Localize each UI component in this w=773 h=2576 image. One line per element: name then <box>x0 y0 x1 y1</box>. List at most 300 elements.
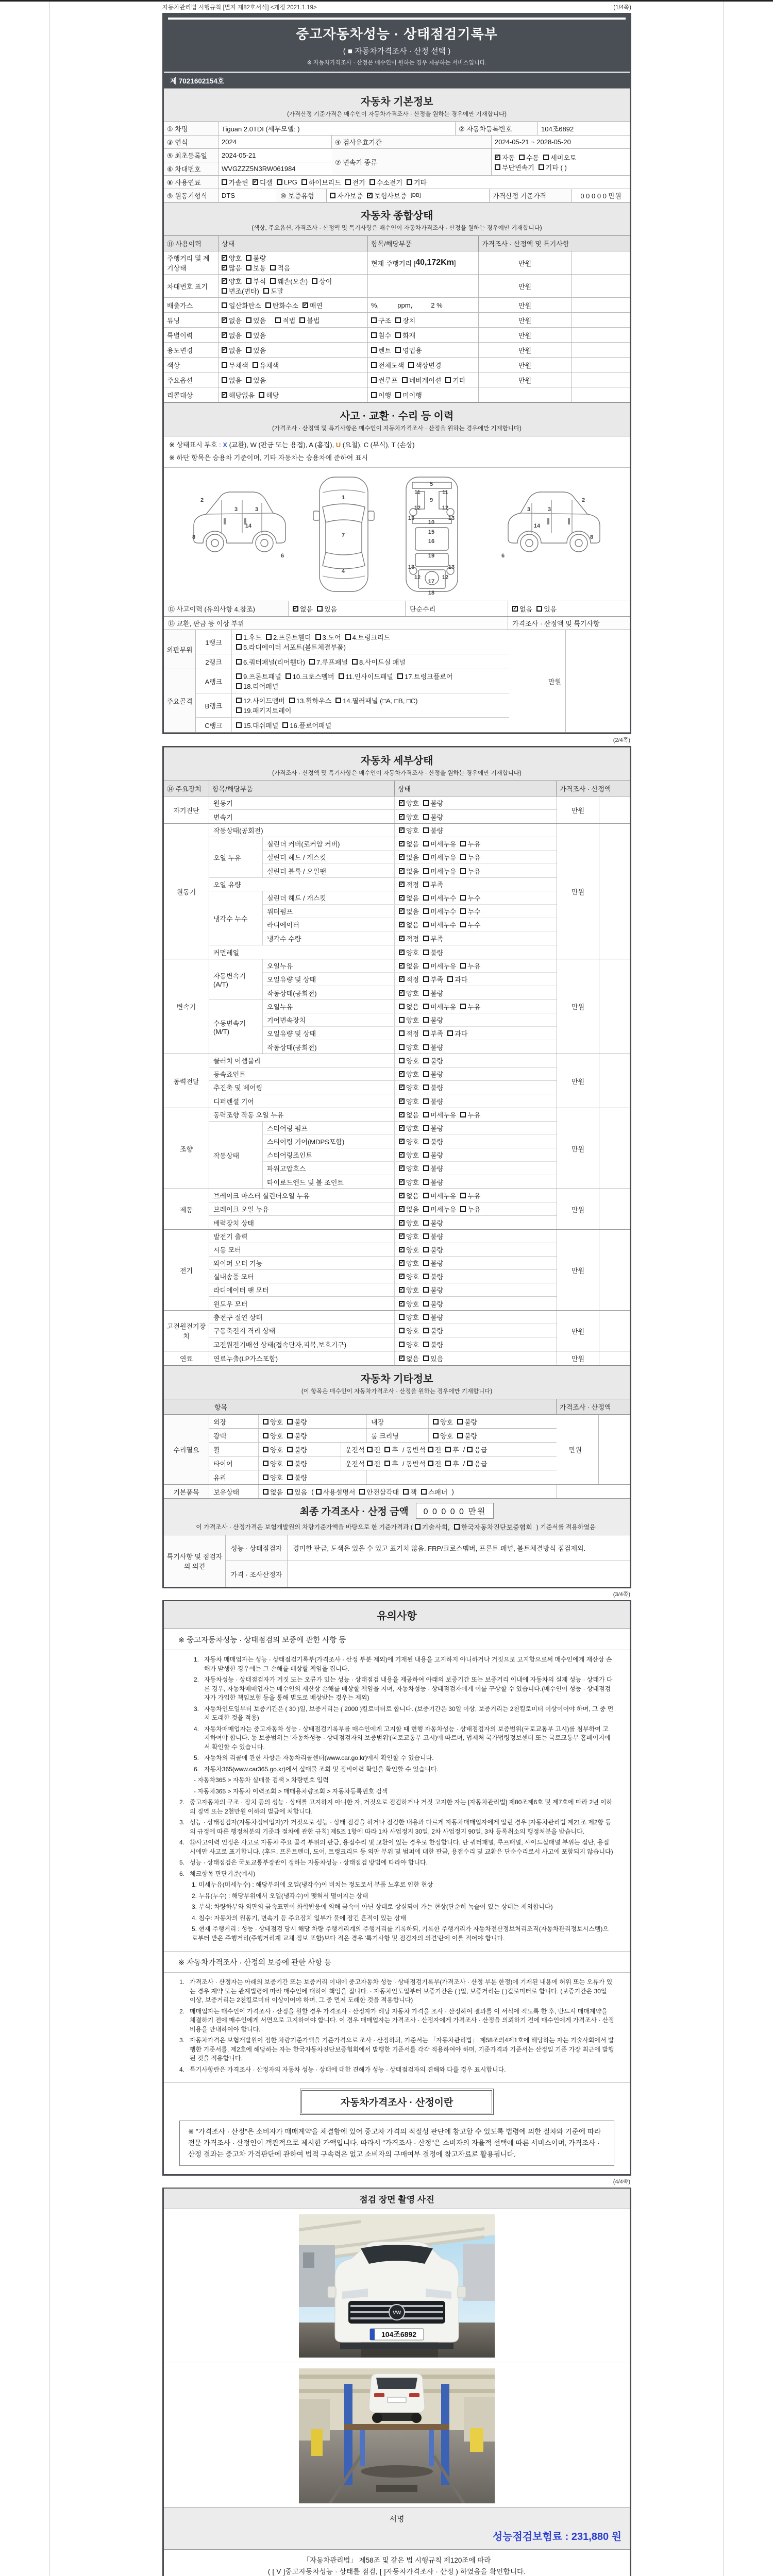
checkbox-불량[interactable] <box>423 1233 429 1239</box>
checkbox-양호[interactable] <box>399 1017 405 1023</box>
checkbox-없음[interactable] <box>399 1355 405 1361</box>
checkbox-없음[interactable] <box>399 963 405 969</box>
checkbox-불량[interactable] <box>287 1447 293 1452</box>
checkbox-상이[interactable] <box>312 278 317 284</box>
checkbox-양호[interactable] <box>399 1058 405 1063</box>
checkbox-장치[interactable] <box>395 317 401 323</box>
checkbox-label: 적음 <box>277 264 291 272</box>
checkbox-가솔린[interactable] <box>222 179 227 185</box>
text-token: 이 가격조사 · 산정가격은 보험개발원의 차량기준가액을 바탕으로 한 기준가격과 ( <box>196 1523 413 1531</box>
detail-group-price: 만원 <box>557 1108 599 1189</box>
checkbox-없음[interactable] <box>399 895 405 901</box>
checkbox-응급[interactable] <box>467 1461 473 1466</box>
checkbox-매연[interactable] <box>303 302 308 308</box>
detail-item-state <box>395 1351 557 1365</box>
checkbox-누유[interactable] <box>460 868 466 874</box>
checkbox-해당없음[interactable] <box>222 392 227 398</box>
checkbox-누유[interactable] <box>460 1004 466 1009</box>
checkbox-있음[interactable] <box>287 1489 293 1495</box>
checkbox-양호[interactable] <box>399 1044 405 1050</box>
checkbox-없음[interactable] <box>222 317 227 323</box>
detail-item-label: 원동기 <box>209 796 395 809</box>
checkbox-훼손(오손)[interactable] <box>270 278 276 284</box>
checkbox-item <box>399 1340 419 1349</box>
detail-item-label: 실내송풍 모터 <box>209 1270 395 1283</box>
detail-subitem-state <box>395 1148 557 1161</box>
checkbox-양호[interactable] <box>263 1461 268 1466</box>
checkbox-불량[interactable] <box>423 1139 429 1144</box>
comp-row <box>164 313 630 328</box>
checkbox-적법[interactable] <box>275 317 281 323</box>
checkbox-양호[interactable] <box>399 1220 405 1226</box>
checkbox-양호[interactable] <box>263 1475 268 1480</box>
checkbox-item <box>423 1353 443 1363</box>
checkbox-불량[interactable] <box>423 1125 429 1131</box>
checkbox-있음[interactable] <box>317 606 323 612</box>
checkbox-양호[interactable] <box>263 1447 268 1452</box>
gap <box>283 360 288 370</box>
checkbox-렌트[interactable] <box>371 347 377 353</box>
checkbox-없음[interactable] <box>293 606 298 612</box>
checkbox-2.프론트휀더[interactable] <box>266 634 272 640</box>
checkbox-8.사이드실 패널[interactable] <box>352 659 358 665</box>
rank-items <box>232 630 509 654</box>
checkbox-구조[interactable] <box>371 317 377 323</box>
checkbox-불량[interactable] <box>423 1071 429 1077</box>
checkbox-적정[interactable] <box>399 936 405 941</box>
checkbox-불량[interactable] <box>423 1152 429 1158</box>
checkbox-양호[interactable] <box>399 1139 405 1144</box>
checkbox-label: 전체도색 <box>378 361 405 369</box>
checkbox-item <box>399 906 419 916</box>
checkbox-6.쿼터패널(리어휀다)[interactable] <box>236 659 242 665</box>
checkbox-양호[interactable] <box>399 1274 405 1279</box>
checkbox-label: 미세누유 <box>430 1003 457 1011</box>
checkbox-도말[interactable] <box>263 288 269 294</box>
checkbox-불량[interactable] <box>423 1247 429 1252</box>
checkbox-사용설명서[interactable] <box>316 1489 322 1495</box>
checkbox-양호[interactable] <box>399 1233 405 1239</box>
checkbox-있음[interactable] <box>536 606 542 612</box>
checkbox-있음[interactable] <box>246 347 251 353</box>
checkbox-전기[interactable] <box>345 179 351 185</box>
checkbox-누유[interactable] <box>460 963 466 969</box>
checkbox-탄화수소[interactable] <box>265 302 271 308</box>
checkbox-label: 불량 <box>253 255 266 262</box>
checkbox-네비게이션[interactable] <box>402 377 408 383</box>
checkbox-적정[interactable] <box>399 1030 405 1036</box>
checkbox-item <box>423 1110 456 1120</box>
checkbox-label: 없음 <box>406 854 419 861</box>
checkbox-15.대쉬패널[interactable] <box>236 722 242 728</box>
checkbox-불량[interactable] <box>246 255 251 261</box>
checkbox-이행[interactable] <box>371 392 377 398</box>
detail-item-label: 작동상태(공회전) <box>209 824 395 837</box>
detail-subitem-label: 스티어링 기어(MDPS포함) <box>263 1135 395 1148</box>
checkbox-없음[interactable] <box>399 1004 405 1009</box>
checkbox-양호[interactable] <box>433 1419 439 1425</box>
checkbox-적정[interactable] <box>399 882 405 887</box>
checkbox-없음[interactable] <box>399 854 405 860</box>
checkbox-화재[interactable] <box>395 332 401 338</box>
detail-item-state <box>395 1216 557 1229</box>
repair-item-label-2: 룸 크리닝 <box>367 1429 429 1442</box>
checkbox-불량[interactable] <box>423 814 429 820</box>
checkbox-미세누유[interactable] <box>423 1004 429 1009</box>
checkbox-전체도색[interactable] <box>371 362 377 368</box>
checkbox-없음[interactable] <box>399 1193 405 1198</box>
checkbox-19.패키지트레이[interactable] <box>236 707 242 713</box>
checkbox-미세누유[interactable] <box>423 841 429 846</box>
checkbox-불량[interactable] <box>423 1220 429 1226</box>
rank-name: 1랭크 <box>196 630 232 654</box>
detail-group <box>164 1054 630 1108</box>
checkbox-불량[interactable] <box>423 1017 429 1023</box>
detail-group-name: 변속기 <box>164 959 209 1054</box>
checkbox-누유[interactable] <box>460 1193 466 1198</box>
checkbox-부족[interactable] <box>423 1030 429 1036</box>
checkbox-있음[interactable] <box>246 377 251 383</box>
checkbox-양호[interactable] <box>399 1084 405 1090</box>
checkbox-7.루프패널[interactable] <box>309 659 315 665</box>
checkbox-5.라디에이터 서포트(볼트체결부품)[interactable] <box>236 644 242 650</box>
checkbox-불량[interactable] <box>423 1342 429 1347</box>
detail-subrow <box>263 918 557 931</box>
checkbox-미세누유[interactable] <box>423 1193 429 1198</box>
checkbox-후[interactable] <box>445 1447 451 1452</box>
checkbox-양호[interactable] <box>399 1287 405 1293</box>
checkbox-label: 있음 <box>430 1354 444 1363</box>
checkbox-유채색[interactable] <box>253 362 258 368</box>
notice-item-text: 성능 · 상태점검은 국토교통부장관이 정하는 자동차성능 · 상태점검 방법에 따라야 합니다. <box>190 1859 428 1866</box>
checkbox-양호[interactable] <box>399 1152 405 1158</box>
detail-item-state <box>395 1202 557 1215</box>
panel-number: 8 <box>192 534 196 540</box>
detail-group-rows <box>209 796 557 823</box>
checkbox-썬루프[interactable] <box>371 377 377 383</box>
checkbox-item <box>423 1191 456 1200</box>
rank-line <box>236 681 505 691</box>
checkbox-스패너[interactable] <box>421 1489 427 1495</box>
checkbox-부식[interactable] <box>246 278 251 284</box>
notice-item <box>179 1858 614 1868</box>
checkbox-11.인사이드패널[interactable] <box>339 673 344 679</box>
inspection-photo-front <box>299 2214 495 2358</box>
checkbox-양호[interactable] <box>399 814 405 820</box>
notice-item-number: 1. <box>194 1656 199 1663</box>
checkbox-item <box>395 330 415 340</box>
checkbox-있음[interactable] <box>246 332 251 338</box>
checkbox-label: 없음 <box>406 840 419 848</box>
notice-item-text: 성능 · 상태점검자(자동차정비업자)가 거짓으로 성능 · 상태 점검을 하거나 점검한 내용과 다르게 자동차매매업자에게 알린 경우 [자동차관리법 제21조 제2항 등의 규정에 따른 행정처분의 기준과 절차에 관한 규칙] 제5조 1항에 따라 1차 사업정지 30일, 2차 사업정지 90일, 3차 등록취소의 행정처분을 받습니다. <box>190 1819 612 1835</box>
checkbox-부족[interactable] <box>423 936 429 941</box>
detail-row <box>209 1108 557 1122</box>
doc-number: 제 7021602154호 <box>164 72 630 88</box>
checkbox-잭[interactable] <box>403 1489 409 1495</box>
checkbox-보통[interactable] <box>246 265 251 270</box>
checkbox-자가보증[interactable] <box>330 193 335 198</box>
checkbox-양호[interactable] <box>399 1098 405 1104</box>
checkbox-18.리어패널[interactable] <box>236 683 242 689</box>
warranty-options <box>327 189 490 202</box>
checkbox-미세누수[interactable] <box>423 895 429 901</box>
checkbox-무채색[interactable] <box>222 362 227 368</box>
checkbox-미세누수[interactable] <box>423 922 429 927</box>
checkbox-없음[interactable] <box>399 841 405 846</box>
detail-item-label: 변속기 <box>209 810 395 823</box>
checkbox-불량[interactable] <box>423 1274 429 1279</box>
checkbox-item <box>371 315 391 325</box>
checkbox-없음[interactable] <box>512 606 518 612</box>
checkbox-없음[interactable] <box>399 922 405 927</box>
checkbox-기타[interactable] <box>445 377 451 383</box>
checkbox-일산화탄소[interactable] <box>222 302 227 308</box>
checkbox-세미오토[interactable] <box>543 155 549 160</box>
checkbox-미세누유[interactable] <box>423 963 429 969</box>
doc-service-note: ※ 자동차가격조사 · 산정은 매수인이 원하는 경우 제공하는 서비스입니다. <box>307 60 487 66</box>
checkbox-불량[interactable] <box>287 1461 293 1466</box>
state-line <box>222 315 329 325</box>
checkbox-불량[interactable] <box>287 1433 293 1438</box>
checkbox-적정[interactable] <box>399 976 405 982</box>
opinion-row <box>164 1561 630 1587</box>
panel-number: 3 <box>255 506 259 513</box>
checkbox-불량[interactable] <box>423 1287 429 1293</box>
checkbox-누수[interactable] <box>460 922 466 927</box>
checkbox-item <box>399 934 419 943</box>
checkbox-누유[interactable] <box>460 1206 466 1212</box>
checkbox-영업용[interactable] <box>395 347 401 353</box>
checkbox-불량[interactable] <box>423 1165 429 1171</box>
checkbox-4.트렁크리드[interactable] <box>345 634 351 640</box>
checkbox-양호[interactable] <box>263 1433 268 1438</box>
checkbox-17.트렁크플로어[interactable] <box>397 673 403 679</box>
checkbox-누유[interactable] <box>460 854 466 860</box>
checkbox-미세누유[interactable] <box>423 1112 429 1117</box>
checkbox-무단변속기[interactable] <box>495 164 500 170</box>
checkbox-색상변경[interactable] <box>408 362 414 368</box>
checkbox-item <box>303 300 323 310</box>
checkbox-누유[interactable] <box>460 1112 466 1117</box>
checkbox-전[interactable] <box>367 1447 373 1452</box>
checkbox-없음[interactable] <box>399 1206 405 1212</box>
checkbox-양호[interactable] <box>399 827 405 833</box>
checkbox-후[interactable] <box>384 1447 390 1452</box>
checkbox-과다[interactable] <box>447 976 453 982</box>
checkbox-미세누유[interactable] <box>423 868 429 874</box>
checkbox-없음[interactable] <box>399 1112 405 1117</box>
checkbox-불량[interactable] <box>423 1098 429 1104</box>
detail-item-state <box>395 1189 557 1202</box>
checkbox-양호[interactable] <box>433 1433 439 1438</box>
checkbox-전[interactable] <box>428 1447 433 1452</box>
checkbox-누수[interactable] <box>460 908 466 914</box>
checkbox-label: 없음 <box>406 908 419 916</box>
checkbox-LPG[interactable] <box>277 179 282 185</box>
checkbox-양호[interactable] <box>399 1071 405 1077</box>
checkbox-후[interactable] <box>384 1461 390 1466</box>
checkbox-없음[interactable] <box>399 908 405 914</box>
checkbox-label: 없음 <box>406 1206 419 1213</box>
checkbox-label: 8.사이드실 패널 <box>359 658 406 666</box>
checkbox-양호[interactable] <box>399 1179 405 1185</box>
checkbox-불량[interactable] <box>457 1419 463 1425</box>
checkbox-누유[interactable] <box>460 841 466 846</box>
checkbox-있음[interactable] <box>246 317 251 323</box>
checkbox-안전삼각대[interactable] <box>359 1489 365 1495</box>
checkbox-수동[interactable] <box>519 155 525 160</box>
checkbox-불량[interactable] <box>287 1475 293 1480</box>
checkbox-불량[interactable] <box>423 1328 429 1333</box>
checkbox-item <box>423 1028 443 1038</box>
checkbox-item <box>433 1431 453 1440</box>
panel-number: 18 <box>428 590 435 596</box>
checkbox-불량[interactable] <box>423 800 429 806</box>
checkbox-13.휠하우스[interactable] <box>289 698 295 703</box>
checkbox-양호[interactable] <box>399 1301 405 1307</box>
checkbox-불량[interactable] <box>457 1433 463 1438</box>
checkbox-없음[interactable] <box>263 1489 268 1495</box>
checkbox-기타 ( )[interactable] <box>539 164 544 170</box>
checkbox-label: 누유 <box>467 840 481 848</box>
checkbox-양호[interactable] <box>263 1419 268 1425</box>
checkbox-label: 양호 <box>406 1178 419 1187</box>
checkbox-디젤[interactable] <box>253 179 258 185</box>
checkbox-양호[interactable] <box>399 1260 405 1266</box>
checkbox-과다[interactable] <box>447 1030 453 1036</box>
checkbox-양호[interactable] <box>399 1342 405 1347</box>
checkbox-양호[interactable] <box>222 278 227 284</box>
checkbox-16.플로어패널[interactable] <box>282 722 288 728</box>
checkbox-9.프론트패널[interactable] <box>236 673 242 679</box>
checkbox-불법[interactable] <box>299 317 305 323</box>
detail-subitem-state <box>395 905 557 918</box>
checkbox-item <box>423 1002 456 1011</box>
checkbox-3.도어[interactable] <box>315 634 321 640</box>
checkbox-불량[interactable] <box>423 1084 429 1090</box>
checkbox-item <box>399 1191 419 1200</box>
rank-row <box>196 669 509 693</box>
checkbox-수소전기[interactable] <box>369 179 375 185</box>
checkbox-불량[interactable] <box>423 990 429 996</box>
checkbox-전[interactable] <box>428 1461 433 1466</box>
checkbox-기술사회,[interactable] <box>415 1524 421 1530</box>
detail-group <box>164 796 630 824</box>
checkbox-없음[interactable] <box>222 377 227 383</box>
checkbox-자동[interactable] <box>495 155 500 160</box>
checkbox-양호[interactable] <box>399 800 405 806</box>
checkbox-양호[interactable] <box>399 1125 405 1131</box>
checkbox-label: 기타 <box>452 376 466 384</box>
checkbox-item <box>263 1459 283 1468</box>
checkbox-불량[interactable] <box>423 1260 429 1266</box>
checkbox-양호[interactable] <box>399 1314 405 1320</box>
checkbox-미세누유[interactable] <box>423 1206 429 1212</box>
checkbox-양호[interactable] <box>399 1247 405 1252</box>
checkbox-item <box>460 852 480 862</box>
checkbox-1.후드[interactable] <box>236 634 242 640</box>
checkbox-적음[interactable] <box>270 265 276 270</box>
checkbox-불량[interactable] <box>423 1044 429 1050</box>
rank-name: A랭크 <box>196 669 232 693</box>
checkbox-불량[interactable] <box>423 1314 429 1320</box>
panel-number: 1 <box>341 495 345 501</box>
checkbox-기타[interactable] <box>407 179 412 185</box>
rank-line <box>236 657 505 667</box>
checkbox-item <box>287 1431 307 1440</box>
checkbox-많음[interactable] <box>222 265 227 270</box>
checkbox-item <box>399 1163 419 1173</box>
checkbox-label: 부족 <box>430 881 444 889</box>
checkbox-누수[interactable] <box>460 895 466 901</box>
checkbox-불량[interactable] <box>423 1058 429 1063</box>
checkbox-없음[interactable] <box>399 868 405 874</box>
basic-items-name: 기본품목 <box>164 1485 209 1498</box>
checkbox-하이브리드[interactable] <box>301 179 307 185</box>
checkbox-없음[interactable] <box>222 332 227 338</box>
comp-row-label: 특별이력 <box>164 328 219 342</box>
checkbox-양호[interactable] <box>399 1165 405 1171</box>
checkbox-label: 누유 <box>467 867 481 875</box>
checkbox-item <box>423 1042 443 1052</box>
checkbox-12.사이드멤버[interactable] <box>236 698 242 703</box>
checkbox-14.필러패널 (□A, □B, □C)[interactable] <box>335 698 341 703</box>
checkbox-label: 12.사이드멤버 <box>243 697 285 705</box>
checkbox-부족[interactable] <box>423 882 429 887</box>
notice-item <box>179 1705 614 1723</box>
checkbox-불량[interactable] <box>423 950 429 955</box>
checkbox-없음[interactable] <box>222 347 227 353</box>
checkbox-item <box>536 604 557 614</box>
warranty-suffix: [DB] <box>411 193 421 198</box>
checkbox-해당[interactable] <box>259 392 264 398</box>
checkbox-불량[interactable] <box>423 1179 429 1185</box>
checkbox-있음[interactable] <box>423 1355 429 1361</box>
year-value: 2024 <box>219 135 332 148</box>
checkbox-item <box>445 375 465 385</box>
checkbox-불량[interactable] <box>423 1301 429 1307</box>
notice-item-text: 자동차성능 · 상태점검자가 거짓 또는 오류가 있는 성능 · 상태점검 내용을 제공하여 아래의 보증기간 또는 보증거리 이내에 자동차의 실제 성능 · 상태가 다른 경우, 자동차매매업자는 매수인의 재산상 손해를 배상할 책임을 지며, 자동차성능 · 상태점검자에게 이를 구상할 수 있습니다.(매수인이 성능 · 상태점검자가 가입한 책임보험 등을 통해 별도로 배상받는 경우는 제외) <box>204 1676 613 1701</box>
checkbox-전[interactable] <box>367 1461 373 1466</box>
checkbox-item <box>423 1258 443 1268</box>
checkbox-보험사보증[interactable] <box>367 193 373 198</box>
checkbox-미세누수[interactable] <box>423 908 429 914</box>
checkbox-label: 있음 <box>324 605 338 613</box>
checkbox-불량[interactable] <box>287 1419 293 1425</box>
checkbox-양호[interactable] <box>222 255 227 261</box>
checkbox-미세누유[interactable] <box>423 854 429 860</box>
checkbox-item <box>421 1487 448 1497</box>
checkbox-불량[interactable] <box>423 827 429 833</box>
panel-number: 16 <box>428 538 435 545</box>
checkbox-item <box>423 1123 443 1133</box>
checkbox-한국자동차진단보증협회[interactable] <box>454 1524 460 1530</box>
checkbox-변조(변타)[interactable] <box>222 288 227 294</box>
comp-header-cell: 가격조사 · 산정액 및 특기사항 <box>482 240 569 248</box>
checkbox-양호[interactable] <box>399 950 405 955</box>
checkbox-미이행[interactable] <box>395 392 401 398</box>
checkbox-양호[interactable] <box>399 1328 405 1333</box>
checkbox-양호[interactable] <box>399 990 405 996</box>
checkbox-응급[interactable] <box>467 1447 473 1452</box>
repair-row <box>209 1456 557 1470</box>
checkbox-label: 없음 <box>300 605 313 613</box>
detail-item-label: 충전구 절연 상태 <box>209 1311 395 1324</box>
checkbox-10.크로스멤버[interactable] <box>285 673 291 679</box>
checkbox-후[interactable] <box>445 1461 451 1466</box>
checkbox-부족[interactable] <box>423 976 429 982</box>
checkbox-침수[interactable] <box>371 332 377 338</box>
